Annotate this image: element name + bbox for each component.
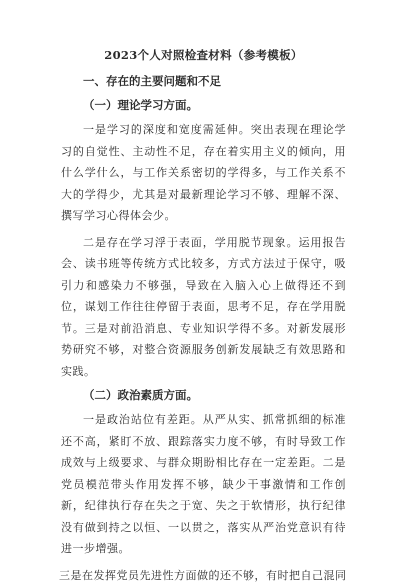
document-title: 2023个人对照检查材料（参考模板） <box>61 47 346 63</box>
paragraph-political-stance: 一是政治站位有差距。从严从实、抓常抓细的标准还不高，紧盯不放、跟踪落实力度不够，有时导致工作成效与上级要求、与群众期盼相比存在一定差距。二是党员模范带头作用发挥不够，缺少干事激情和工作创新，纪律执行存在失之于宽、失之于软情形，执行纪律没有做到持之以恒、一以贯之，落实从严治党意识有待进一步增强。 <box>61 409 346 560</box>
subheading-political-quality: （二）政治素质方面。 <box>61 387 346 403</box>
paragraph-study-depth: 一是学习的深度和宽度需延伸。突出表现在理论学习的自觉性、主动性不足，存在着实用主义的倾向，用什么学什么，与工作关系密切的学得多，与工作关系不大的学得少，尤其是对最新理论学习不够、理解不深、撰写学习心得体会少。 <box>61 119 346 227</box>
section-heading-problems: 一、存在的主要问题和不足 <box>61 73 346 89</box>
paragraph-study-surface: 二是存在学习浮于表面，学用脱节现象。运用报告会、读书班等传统方式比较多，方式方法过于保守，吸引力和感染力不够强，导致在入脑入心上做得还不到位，谋划工作往往停留于表面，思考不足，存在学用脱节。三是对前沿消息、专业知识学得不多。对新发展形势研究不够，对整合资源服务创新发展缺乏有效思路和实践。 <box>61 232 346 383</box>
paragraph-party-member: 三是在发挥党员先进性方面做的还不够，有时把自己混同 <box>59 565 346 586</box>
subheading-theory-study: （一）理论学习方面。 <box>61 97 346 113</box>
